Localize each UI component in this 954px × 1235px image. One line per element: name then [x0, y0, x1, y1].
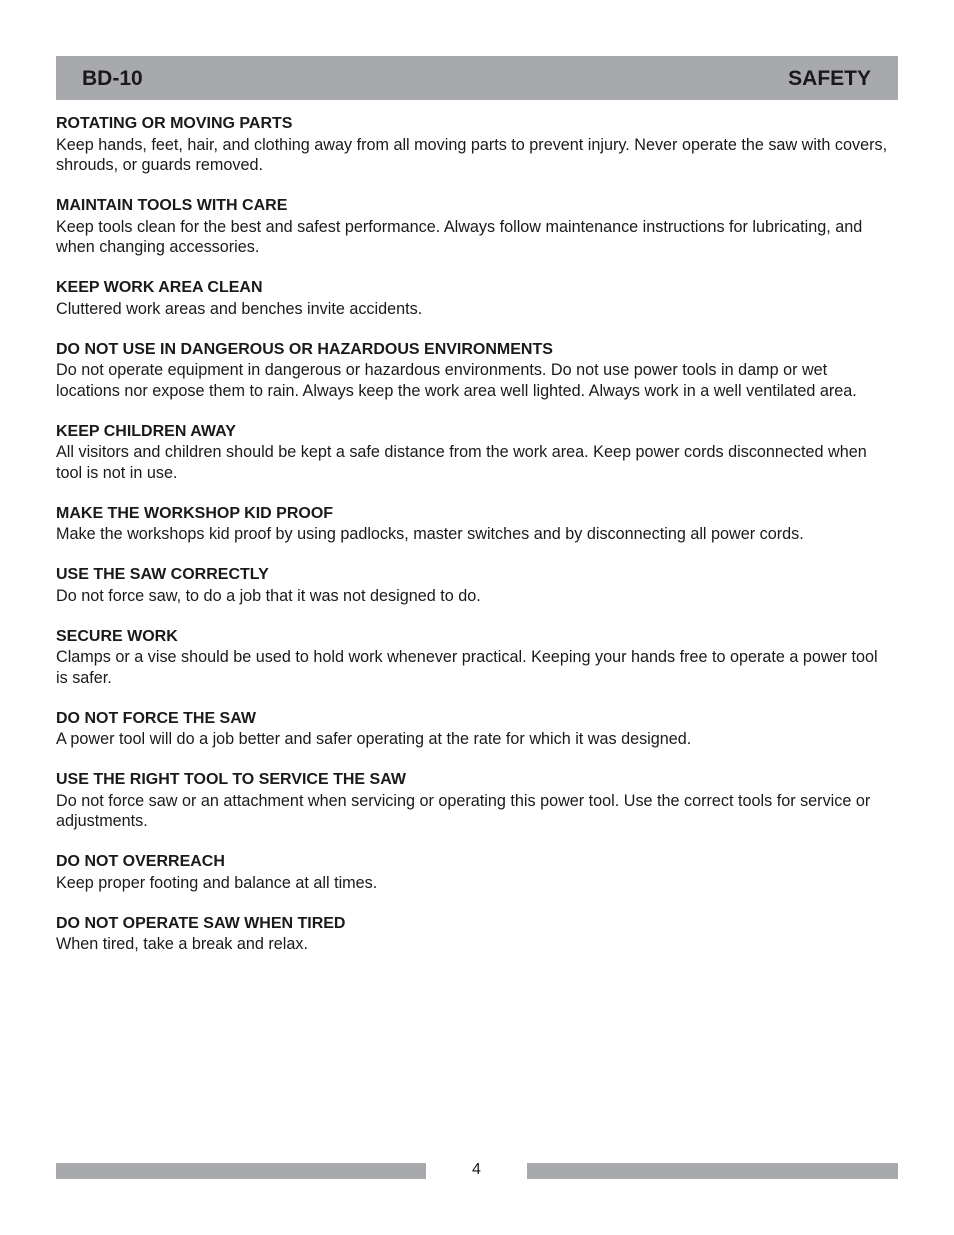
header-bar — [56, 56, 898, 100]
section-heading: MAKE THE WORKSHOP KID PROOF — [56, 504, 334, 522]
model-title: BD-10 — [82, 67, 143, 90]
section-heading: ROTATING OR MOVING PARTS — [56, 115, 293, 132]
safety-section — [56, 504, 892, 545]
safety-section — [56, 422, 892, 484]
section-title: SAFETY — [788, 67, 871, 90]
section-body: Do not operate equipment in dangerous or hazardous environments. Do not use power tools in damp or wet locations nor expose them to rain. Always keep the work area well lighted. Always work in a well ventilated area. — [56, 361, 857, 400]
section-heading: KEEP WORK AREA CLEAN — [56, 279, 263, 296]
footer-bar-right — [527, 1163, 898, 1179]
section-body: Do not force saw or an attachment when servicing or operating this power tool. Use the correct tools for service or adjustments. — [56, 791, 871, 830]
safety-section — [56, 627, 892, 689]
section-body: Keep proper footing and balance at all times. — [56, 873, 378, 892]
section-body: Keep hands, feet, hair, and clothing away from all moving parts to prevent injury. Never operate the saw with covers, shrouds, or guards removed. — [56, 135, 888, 174]
section-body: Keep tools clean for the best and safest performance. Always follow maintenance instructions for lubricating, and when changing accessories. — [56, 217, 863, 256]
section-body: Clamps or a vise should be used to hold work whenever practical. Keeping your hands free to operate a power tool is safer. — [56, 648, 878, 687]
safety-section — [56, 114, 892, 176]
page-number: 4 — [472, 1161, 481, 1178]
safety-section — [56, 709, 892, 750]
section-heading: SECURE WORK — [56, 627, 178, 645]
safety-section — [56, 852, 892, 893]
section-heading: KEEP CHILDREN AWAY — [56, 422, 236, 440]
section-body: Make the workshops kid proof by using padlocks, master switches and by disconnecting all power cords. — [56, 525, 804, 543]
section-body: A power tool will do a job better and safer operating at the rate for which it was designed. — [56, 730, 692, 748]
section-heading: USE THE SAW CORRECTLY — [56, 566, 269, 583]
section-body: All visitors and children should be kept a safe distance from the work area. Keep power cords disconnected when tool is not in use. — [56, 443, 867, 482]
section-heading: DO NOT OPERATE SAW WHEN TIRED — [56, 914, 346, 932]
safety-content — [56, 114, 892, 975]
safety-section — [56, 340, 892, 402]
section-body: Do not force saw, to do a job that it was not designed to do. — [56, 586, 481, 605]
section-heading: USE THE RIGHT TOOL TO SERVICE THE SAW — [56, 771, 406, 788]
section-body: Cluttered work areas and benches invite accidents. — [56, 299, 423, 318]
safety-section — [56, 196, 892, 258]
section-body: When tired, take a break and relax. — [56, 935, 308, 953]
footer-bar-left — [56, 1163, 426, 1179]
safety-section — [56, 565, 892, 606]
section-heading: DO NOT USE IN DANGEROUS OR HAZARDOUS ENVIRONMENTS — [56, 340, 553, 358]
safety-section — [56, 278, 892, 319]
section-heading: DO NOT OVERREACH — [56, 853, 225, 870]
safety-section — [56, 914, 892, 955]
safety-section — [56, 770, 892, 832]
section-heading: DO NOT FORCE THE SAW — [56, 709, 256, 727]
section-heading: MAINTAIN TOOLS WITH CARE — [56, 197, 288, 214]
